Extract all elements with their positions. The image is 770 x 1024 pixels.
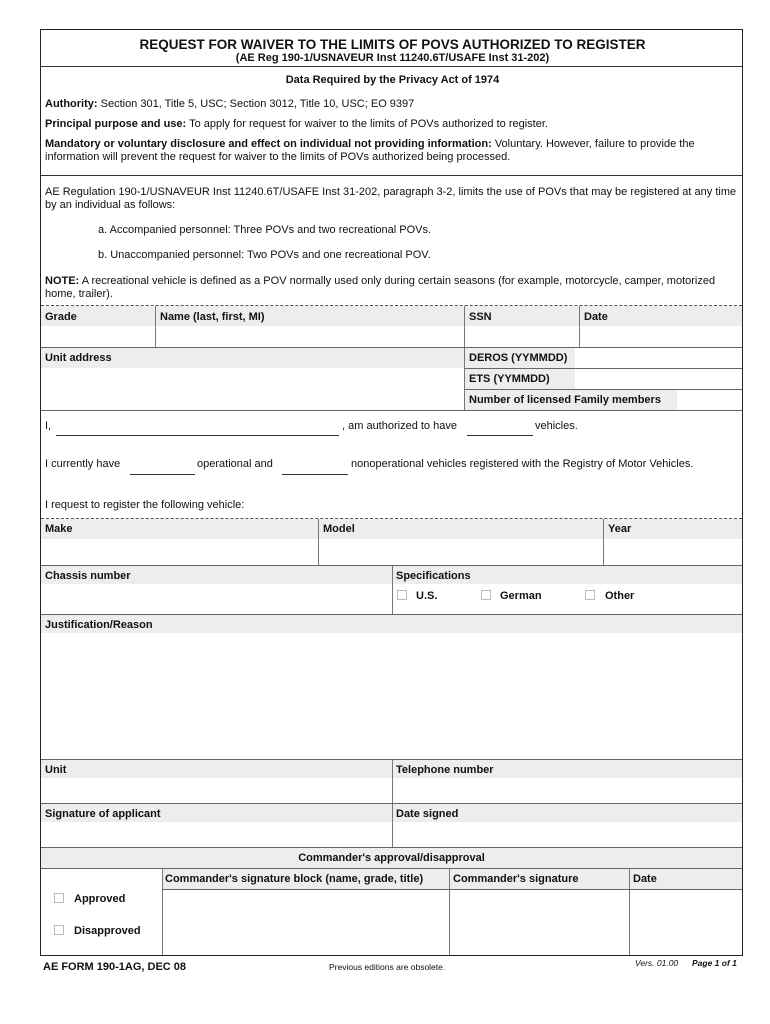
version-label: Vers. 01.00 xyxy=(635,958,679,968)
disclosure-label: Mandatory or voluntary disclosure and effect on individual not providing information: xyxy=(45,138,492,150)
cell-divider xyxy=(449,869,450,955)
name-field[interactable] xyxy=(156,327,464,347)
cell-divider xyxy=(155,306,156,348)
date-signed-label: Date signed xyxy=(396,808,459,820)
telephone-field[interactable] xyxy=(393,779,742,802)
i-prefix: I, xyxy=(45,420,52,432)
disapproved-label: Disapproved xyxy=(74,925,141,937)
date-label: Date xyxy=(584,311,608,323)
chassis-label: Chassis number xyxy=(45,570,131,582)
divider xyxy=(41,66,742,67)
spec-german-label: German xyxy=(500,590,542,602)
commander-signature-field[interactable] xyxy=(450,890,628,954)
disclosure-text: Voluntary. However, failure to provide the information will prevent the request for waiver to the limits of POVs authorized being processed. xyxy=(45,138,695,163)
grade-label: Grade xyxy=(45,311,77,323)
unit-address-field[interactable] xyxy=(41,369,463,410)
commander-signature-label: Commander's signature xyxy=(453,873,579,885)
nonoperational-count-blank[interactable] xyxy=(282,474,348,475)
cell-divider xyxy=(579,306,580,348)
cell-divider xyxy=(603,519,604,565)
divider xyxy=(41,410,742,411)
ets-label: ETS (YYMMDD) xyxy=(469,373,550,385)
year-label: Year xyxy=(608,523,632,535)
cell-divider xyxy=(464,306,465,348)
form-subtitle: (AE Reg 190-1/USNAVEUR Inst 11240.6T/USAFE Inst 31-202) xyxy=(235,52,550,64)
grade-field[interactable] xyxy=(41,327,155,347)
authority-text: Section 301, Title 5, USC; Section 3012, Title 10, USC; EO 9397 xyxy=(100,98,415,110)
note-paragraph xyxy=(45,275,739,301)
model-label: Model xyxy=(323,523,355,535)
cell-divider xyxy=(392,760,393,803)
ssn-label: SSN xyxy=(469,311,492,323)
family-field[interactable] xyxy=(678,390,742,410)
note-text: A recreational vehicle is defined as a POV normally used only during certain seasons (for example, motorcycle, camper, motorized home, trailer). xyxy=(45,275,716,300)
deros-field[interactable] xyxy=(576,348,742,368)
purpose-text: To apply for request for waiver to the limits of POVs authorized to register. xyxy=(189,118,548,130)
vehicles-text: vehicles. xyxy=(535,420,578,432)
divider xyxy=(465,389,742,390)
disclosure-paragraph xyxy=(45,138,735,164)
cell-divider xyxy=(392,804,393,847)
regulation-intro: AE Regulation 190-1/USNAVEUR Inst 11240.6T/USAFE Inst 31-202, paragraph 3-2, limits the use of POVs that may be registered at any time by an individual as follows: xyxy=(45,186,737,211)
model-field[interactable] xyxy=(319,540,603,565)
sig-block-field[interactable] xyxy=(163,890,449,954)
cell-divider xyxy=(629,869,630,955)
nonoperational-text: nonoperational vehicles registered with the Registry of Motor Vehicles. xyxy=(351,458,694,470)
row-shade xyxy=(41,519,742,539)
cell-divider xyxy=(318,519,319,565)
authorized-text: , am authorized to have xyxy=(342,420,457,432)
authority-label: Authority: xyxy=(45,98,98,110)
operational-text: operational and xyxy=(197,458,273,470)
ssn-field[interactable] xyxy=(465,327,579,347)
disapproved-checkbox[interactable] xyxy=(54,925,64,935)
deros-label: DEROS (YYMMDD) xyxy=(469,352,568,364)
unit-label: Unit xyxy=(45,764,67,776)
spec-other-label: Other xyxy=(605,590,635,602)
name-label: Name (last, first, MI) xyxy=(160,311,265,323)
justification-label: Justification/Reason xyxy=(45,619,153,631)
signature-field[interactable] xyxy=(41,823,391,846)
form-id: AE FORM 190-1AG, DEC 08 xyxy=(43,961,187,973)
ets-field[interactable] xyxy=(576,369,742,389)
obsolete-note: Previous editions are obsolete. xyxy=(329,962,446,972)
spec-other-checkbox[interactable] xyxy=(585,590,595,600)
make-field[interactable] xyxy=(41,540,318,565)
justification-field[interactable] xyxy=(41,634,742,758)
regulation-item-b: b. Unaccompanied personnel: Two POVs and one recreational POV. xyxy=(98,249,431,261)
row-shade xyxy=(41,306,742,326)
divider xyxy=(41,175,742,176)
page-number: Page 1 of 1 xyxy=(692,958,737,968)
commander-date-field[interactable] xyxy=(630,890,742,954)
make-label: Make xyxy=(45,523,73,535)
date-signed-field[interactable] xyxy=(393,823,742,846)
spec-us-checkbox[interactable] xyxy=(397,590,407,600)
commander-date-label: Date xyxy=(633,873,657,885)
request-text: I request to register the following vehicle: xyxy=(45,499,245,511)
date-field[interactable] xyxy=(580,327,742,347)
unit-address-label: Unit address xyxy=(45,352,112,364)
telephone-label: Telephone number xyxy=(396,764,494,776)
applicant-name-blank[interactable] xyxy=(56,435,339,436)
chassis-field[interactable] xyxy=(41,585,391,613)
spec-german-checkbox[interactable] xyxy=(481,590,491,600)
year-field[interactable] xyxy=(604,540,742,565)
cell-divider xyxy=(464,348,465,411)
spec-us-label: U.S. xyxy=(416,590,438,602)
note-label: NOTE: xyxy=(45,275,80,287)
privacy-heading: Data Required by the Privacy Act of 1974 xyxy=(285,74,500,86)
divider xyxy=(162,889,742,890)
family-label: Number of licensed Family members xyxy=(469,394,661,406)
form-title: REQUEST FOR WAIVER TO THE LIMITS OF POVS AUTHORIZED TO REGISTER xyxy=(139,37,646,52)
operational-count-blank[interactable] xyxy=(130,474,195,475)
sig-block-label: Commander's signature block (name, grade, title) xyxy=(165,873,424,885)
regulation-item-a: a. Accompanied personnel: Three POVs and two recreational POVs. xyxy=(98,224,432,236)
unit-field[interactable] xyxy=(41,779,391,802)
approved-checkbox[interactable] xyxy=(54,893,64,903)
cell-divider xyxy=(392,566,393,614)
specifications-label: Specifications xyxy=(396,570,471,582)
commander-heading: Commander's approval/disapproval xyxy=(298,852,485,864)
waiver-form xyxy=(40,29,743,956)
currently-text: I currently have xyxy=(45,458,121,470)
approved-label: Approved xyxy=(74,893,126,905)
purpose-label: Principal purpose and use: xyxy=(45,118,187,130)
cell-divider xyxy=(162,869,163,955)
signature-label: Signature of applicant xyxy=(45,808,161,820)
purpose-line xyxy=(45,118,548,131)
divider xyxy=(465,368,742,369)
authorized-count-blank[interactable] xyxy=(467,435,533,436)
authority-line xyxy=(45,98,414,111)
